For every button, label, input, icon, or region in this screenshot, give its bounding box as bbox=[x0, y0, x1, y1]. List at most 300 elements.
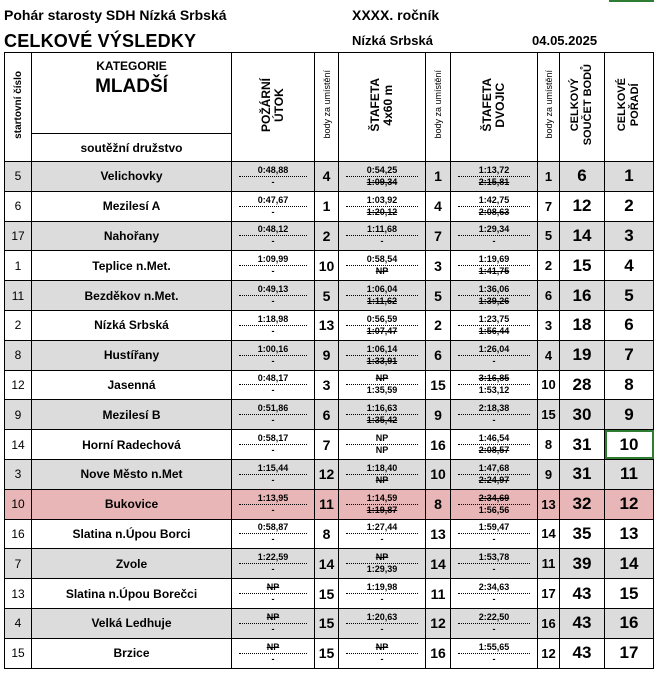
team-name-cell: Horní Radechová bbox=[32, 430, 232, 460]
relay-pairs-points-cell: 12 bbox=[538, 638, 560, 668]
time-attempt-1: 1:42,75 bbox=[458, 195, 530, 207]
time-attempt-2: - bbox=[271, 594, 275, 605]
fire-attack-points-cell: 1 bbox=[315, 191, 339, 221]
time-attempt-1: 3:16,85 bbox=[458, 373, 530, 385]
table-row bbox=[5, 221, 654, 251]
overall-rank-cell: 13 bbox=[605, 519, 654, 549]
fire-attack-cell bbox=[232, 191, 315, 221]
total-points-cell: 14 bbox=[560, 221, 605, 251]
relay-pairs-points-cell: 7 bbox=[538, 191, 560, 221]
relay-pairs-cell bbox=[451, 608, 538, 638]
team-name-cell: Mezilesí A bbox=[32, 191, 232, 221]
time-attempt-2: - bbox=[492, 623, 496, 634]
time-attempt-1: NP bbox=[239, 612, 308, 624]
time-attempt-2: - bbox=[271, 236, 275, 247]
edition-label: XXXX. ročník bbox=[352, 7, 440, 23]
overall-rank-cell: 8 bbox=[605, 370, 654, 400]
time-attempt-1: 1:26,04 bbox=[458, 344, 530, 356]
time-attempt-2: - bbox=[380, 534, 384, 545]
relay-pairs-cell bbox=[451, 281, 538, 311]
table-row bbox=[5, 370, 654, 400]
total-points-cell: 18 bbox=[560, 310, 605, 340]
relay-60-cell bbox=[339, 281, 426, 311]
time-attempt-1: 1:03,92 bbox=[346, 195, 418, 207]
time-attempt-2: - bbox=[271, 623, 275, 634]
time-attempt-2: NP bbox=[375, 266, 389, 277]
category-label: KATEGORIE bbox=[96, 59, 167, 73]
team-name-cell: Mezilesí B bbox=[32, 400, 232, 430]
time-attempt-2: 2:08,57 bbox=[478, 445, 510, 456]
time-attempt-2: - bbox=[380, 653, 384, 664]
time-attempt-2: - bbox=[380, 594, 384, 605]
table-row bbox=[5, 489, 654, 519]
relay-60-header: ŠTAFETA 4x60 m bbox=[339, 53, 426, 162]
total-points-header: CELKOVÝ SOUČET BODŮ bbox=[560, 53, 605, 162]
time-attempt-2: - bbox=[271, 325, 275, 336]
time-attempt-1: 1:36,06 bbox=[458, 284, 530, 296]
relay-60-cell bbox=[339, 162, 426, 192]
overall-rank-cell: 5 bbox=[605, 281, 654, 311]
relay-pairs-cell bbox=[451, 489, 538, 519]
start-number-cell: 10 bbox=[5, 489, 32, 519]
relay-pairs-cell bbox=[451, 430, 538, 460]
fire-attack-points-cell: 9 bbox=[315, 340, 339, 370]
competition-title: Pohár starosty SDH Nízká Srbská bbox=[4, 7, 227, 23]
team-name-cell: Nízká Srbská bbox=[32, 310, 232, 340]
relay-60-cell bbox=[339, 310, 426, 340]
relay-pairs-points-cell: 4 bbox=[538, 340, 560, 370]
start-number-cell: 14 bbox=[5, 430, 32, 460]
start-number-cell: 5 bbox=[5, 162, 32, 192]
table-row bbox=[5, 162, 654, 192]
time-attempt-1: 1:06,14 bbox=[346, 344, 418, 356]
table-row bbox=[5, 549, 654, 579]
place-label: Nízká Srbská bbox=[352, 33, 433, 48]
relay-60-points-cell: 3 bbox=[426, 251, 451, 281]
relay-pairs-cell bbox=[451, 310, 538, 340]
fire-attack-points-cell: 4 bbox=[315, 162, 339, 192]
fire-attack-cell bbox=[232, 608, 315, 638]
time-attempt-1: 1:09,99 bbox=[239, 254, 308, 266]
time-attempt-1: 1:19,69 bbox=[458, 254, 530, 266]
relay-60-points-cell: 16 bbox=[426, 430, 451, 460]
team-name-cell: Zvole bbox=[32, 549, 232, 579]
time-attempt-2: - bbox=[492, 534, 496, 545]
time-attempt-1: 1:55,65 bbox=[458, 642, 530, 654]
fire-attack-cell bbox=[232, 519, 315, 549]
table-row bbox=[5, 281, 654, 311]
team-name-cell: Jasenná bbox=[32, 370, 232, 400]
time-attempt-2: 1:07,47 bbox=[366, 325, 398, 336]
overall-rank-cell: 17 bbox=[605, 638, 654, 668]
fire-attack-cell bbox=[232, 221, 315, 251]
time-attempt-1: 1:46,54 bbox=[458, 433, 530, 445]
time-attempt-2: 1:39,26 bbox=[478, 296, 510, 307]
time-attempt-1: 1:16,63 bbox=[346, 403, 418, 415]
relay-pairs-points-cell: 14 bbox=[538, 519, 560, 549]
relay-pairs-points-cell: 8 bbox=[538, 430, 560, 460]
relay-60-cell bbox=[339, 400, 426, 430]
overall-rank-header: CELKOVÉ POŘADÍ bbox=[605, 53, 654, 162]
relay-pairs-points-cell: 5 bbox=[538, 221, 560, 251]
fire-attack-cell bbox=[232, 400, 315, 430]
relay-60-points-cell: 13 bbox=[426, 519, 451, 549]
table-row bbox=[5, 310, 654, 340]
team-name-cell: Nove Město n.Met bbox=[32, 459, 232, 489]
total-points-cell: 31 bbox=[560, 430, 605, 460]
date-label: 04.05.2025 bbox=[532, 33, 598, 48]
fire-attack-cell bbox=[232, 489, 315, 519]
time-attempt-1: 1:06,04 bbox=[346, 284, 418, 296]
fire-attack-points-cell: 8 bbox=[315, 519, 339, 549]
time-attempt-1: 1:15,44 bbox=[239, 463, 308, 475]
fire-attack-cell bbox=[232, 549, 315, 579]
relay-60-points-cell: 4 bbox=[426, 191, 451, 221]
cell-selection-marker bbox=[609, 0, 654, 2]
overall-rank-cell: 2 bbox=[605, 191, 654, 221]
overall-rank-cell: 4 bbox=[605, 251, 654, 281]
time-attempt-1: 1:29,34 bbox=[458, 224, 530, 236]
time-attempt-2: 1:56,56 bbox=[478, 504, 510, 515]
relay-pairs-cell bbox=[451, 519, 538, 549]
time-attempt-1: 1:11,68 bbox=[346, 224, 418, 236]
time-attempt-2: - bbox=[271, 534, 275, 545]
relay-60-cell bbox=[339, 519, 426, 549]
relay-60-cell bbox=[339, 370, 426, 400]
time-attempt-1: 0:51,86 bbox=[239, 403, 308, 415]
overall-rank-cell: 11 bbox=[605, 459, 654, 489]
relay-60-points-cell: 9 bbox=[426, 400, 451, 430]
time-attempt-2: - bbox=[492, 653, 496, 664]
fire-attack-cell bbox=[232, 310, 315, 340]
time-attempt-2: 1:19,87 bbox=[366, 504, 398, 515]
overall-rank-cell: 3 bbox=[605, 221, 654, 251]
relay-60-cell bbox=[339, 251, 426, 281]
points-header-3: body za umístění bbox=[538, 53, 560, 162]
start-number-cell: 6 bbox=[5, 191, 32, 221]
time-attempt-1: 1:53,78 bbox=[458, 552, 530, 564]
relay-60-cell bbox=[339, 549, 426, 579]
time-attempt-2: - bbox=[271, 474, 275, 485]
relay-pairs-points-cell: 13 bbox=[538, 489, 560, 519]
time-attempt-2: 2:24,97 bbox=[478, 474, 510, 485]
team-name-cell: Velká Ledhuje bbox=[32, 608, 232, 638]
relay-60-points-cell: 14 bbox=[426, 549, 451, 579]
start-number-cell: 11 bbox=[5, 281, 32, 311]
fire-attack-points-cell: 2 bbox=[315, 221, 339, 251]
relay-60-points-cell: 1 bbox=[426, 162, 451, 192]
time-attempt-2: 1:41,75 bbox=[478, 266, 510, 277]
time-attempt-2: - bbox=[271, 176, 275, 187]
relay-60-points-cell: 15 bbox=[426, 370, 451, 400]
relay-60-points-cell: 6 bbox=[426, 340, 451, 370]
relay-pairs-points-cell: 15 bbox=[538, 400, 560, 430]
time-attempt-1: 2:18,38 bbox=[458, 403, 530, 415]
time-attempt-1: 1:47,68 bbox=[458, 463, 530, 475]
header-line-1 bbox=[0, 0, 654, 30]
time-attempt-2: - bbox=[492, 236, 496, 247]
relay-pairs-cell bbox=[451, 251, 538, 281]
overall-rank-cell: 12 bbox=[605, 489, 654, 519]
relay-pairs-points-cell: 10 bbox=[538, 370, 560, 400]
fire-attack-cell bbox=[232, 251, 315, 281]
results-title: CELKOVÉ VÝSLEDKY bbox=[4, 31, 197, 51]
relay-pairs-cell bbox=[451, 400, 538, 430]
time-attempt-2: - bbox=[492, 355, 496, 366]
total-points-cell: 15 bbox=[560, 251, 605, 281]
time-attempt-2: - bbox=[492, 594, 496, 605]
time-attempt-2: 1:20,12 bbox=[366, 206, 398, 217]
time-attempt-1: 1:13,95 bbox=[239, 493, 308, 505]
fire-attack-cell bbox=[232, 459, 315, 489]
relay-60-cell bbox=[339, 459, 426, 489]
fire-attack-cell bbox=[232, 340, 315, 370]
fire-attack-points-cell: 15 bbox=[315, 608, 339, 638]
start-number-cell: 1 bbox=[5, 251, 32, 281]
time-attempt-2: NP bbox=[375, 445, 389, 456]
overall-rank-cell: 14 bbox=[605, 549, 654, 579]
relay-60-cell bbox=[339, 340, 426, 370]
team-name-cell: Teplice n.Met. bbox=[32, 251, 232, 281]
relay-60-cell bbox=[339, 489, 426, 519]
fire-attack-cell bbox=[232, 162, 315, 192]
time-attempt-2: 2:08,63 bbox=[478, 206, 510, 217]
time-attempt-2: 1:33,91 bbox=[366, 355, 398, 366]
team-name-cell: Brzice bbox=[32, 638, 232, 668]
relay-pairs-cell bbox=[451, 459, 538, 489]
time-attempt-1: 0:58,87 bbox=[239, 522, 308, 534]
time-attempt-1: NP bbox=[346, 642, 418, 654]
relay-60-cell bbox=[339, 221, 426, 251]
fire-attack-cell bbox=[232, 370, 315, 400]
time-attempt-2: - bbox=[271, 415, 275, 426]
table-row bbox=[5, 191, 654, 221]
overall-rank-cell[interactable]: 10 bbox=[605, 430, 654, 460]
time-attempt-1: 0:56,59 bbox=[346, 314, 418, 326]
table-row bbox=[5, 340, 654, 370]
points-header-1: body za umístění bbox=[315, 53, 339, 162]
relay-pairs-points-cell: 9 bbox=[538, 459, 560, 489]
relay-60-points-cell: 10 bbox=[426, 459, 451, 489]
relay-pairs-points-cell: 16 bbox=[538, 608, 560, 638]
time-attempt-2: - bbox=[492, 564, 496, 575]
fire-attack-cell bbox=[232, 579, 315, 609]
total-points-cell: 30 bbox=[560, 400, 605, 430]
time-attempt-2: 1:29,39 bbox=[366, 564, 398, 575]
relay-pairs-cell bbox=[451, 191, 538, 221]
time-attempt-1: 0:58,17 bbox=[239, 433, 308, 445]
table-row bbox=[5, 608, 654, 638]
fire-attack-cell bbox=[232, 281, 315, 311]
time-attempt-2: - bbox=[271, 296, 275, 307]
fire-attack-points-cell: 11 bbox=[315, 489, 339, 519]
fire-attack-header: POŽÁRNÍ ÚTOK bbox=[232, 53, 315, 162]
fire-attack-points-cell: 10 bbox=[315, 251, 339, 281]
points-header-2: body za umístění bbox=[426, 53, 451, 162]
start-number-cell: 8 bbox=[5, 340, 32, 370]
start-number-cell: 16 bbox=[5, 519, 32, 549]
time-attempt-1: 1:22,59 bbox=[239, 552, 308, 564]
time-attempt-1: NP bbox=[346, 373, 418, 385]
time-attempt-1: 1:27,44 bbox=[346, 522, 418, 534]
relay-pairs-points-cell: 1 bbox=[538, 162, 560, 192]
relay-60-points-cell: 2 bbox=[426, 310, 451, 340]
relay-pairs-cell bbox=[451, 221, 538, 251]
time-attempt-1: NP bbox=[239, 582, 308, 594]
time-attempt-1: 0:48,17 bbox=[239, 373, 308, 385]
total-points-cell: 19 bbox=[560, 340, 605, 370]
total-points-cell: 16 bbox=[560, 281, 605, 311]
start-number-cell: 7 bbox=[5, 549, 32, 579]
relay-60-points-cell: 7 bbox=[426, 221, 451, 251]
time-attempt-1: 1:18,98 bbox=[239, 314, 308, 326]
fire-attack-points-cell: 14 bbox=[315, 549, 339, 579]
start-number-cell: 12 bbox=[5, 370, 32, 400]
time-attempt-1: 2:22,50 bbox=[458, 612, 530, 624]
start-number-cell: 17 bbox=[5, 221, 32, 251]
time-attempt-2: 1:56,44 bbox=[478, 325, 510, 336]
team-header: soutěžní družstvo bbox=[32, 134, 232, 162]
header-line-2 bbox=[0, 30, 654, 52]
time-attempt-1: NP bbox=[239, 642, 308, 654]
time-attempt-1: 1:19,98 bbox=[346, 582, 418, 594]
overall-rank-cell: 1 bbox=[605, 162, 654, 192]
table-row bbox=[5, 430, 654, 460]
fire-attack-points-cell: 5 bbox=[315, 281, 339, 311]
category-value: MLADŠÍ bbox=[95, 76, 168, 97]
start-number-cell: 9 bbox=[5, 400, 32, 430]
time-attempt-2: - bbox=[271, 266, 275, 277]
relay-pairs-points-cell: 2 bbox=[538, 251, 560, 281]
time-attempt-1: NP bbox=[346, 433, 418, 445]
relay-pairs-points-cell: 17 bbox=[538, 579, 560, 609]
relay-60-cell bbox=[339, 608, 426, 638]
fire-attack-points-cell: 7 bbox=[315, 430, 339, 460]
time-attempt-1: NP bbox=[346, 552, 418, 564]
time-attempt-2: 1:11,62 bbox=[366, 296, 397, 307]
fire-attack-points-cell: 15 bbox=[315, 638, 339, 668]
time-attempt-1: 2:34,69 bbox=[458, 493, 530, 505]
time-attempt-1: 1:14,59 bbox=[346, 493, 418, 505]
time-attempt-1: 0:54,25 bbox=[346, 165, 418, 177]
relay-60-points-cell: 16 bbox=[426, 638, 451, 668]
relay-60-cell bbox=[339, 579, 426, 609]
fire-attack-points-cell: 12 bbox=[315, 459, 339, 489]
relay-pairs-cell bbox=[451, 370, 538, 400]
time-attempt-2: - bbox=[271, 206, 275, 217]
relay-pairs-cell bbox=[451, 162, 538, 192]
start-number-cell: 13 bbox=[5, 579, 32, 609]
time-attempt-2: - bbox=[271, 385, 275, 396]
time-attempt-2: 1:35,42 bbox=[366, 415, 398, 426]
table-row bbox=[5, 400, 654, 430]
time-attempt-1: 1:23,75 bbox=[458, 314, 530, 326]
time-attempt-2: 1:35,59 bbox=[366, 385, 398, 396]
relay-pairs-points-cell: 11 bbox=[538, 549, 560, 579]
time-attempt-1: 2:34,63 bbox=[458, 582, 530, 594]
relay-60-points-cell: 12 bbox=[426, 608, 451, 638]
team-name-cell: Velichovky bbox=[32, 162, 232, 192]
relay-60-points-cell: 8 bbox=[426, 489, 451, 519]
relay-60-cell bbox=[339, 638, 426, 668]
team-name-cell: Bukovice bbox=[32, 489, 232, 519]
time-attempt-2: 1:09,34 bbox=[366, 176, 398, 187]
fire-attack-cell bbox=[232, 638, 315, 668]
relay-60-points-cell: 11 bbox=[426, 579, 451, 609]
start-number-cell: 3 bbox=[5, 459, 32, 489]
time-attempt-1: 0:47,67 bbox=[239, 195, 308, 207]
relay-pairs-cell bbox=[451, 340, 538, 370]
overall-rank-cell: 7 bbox=[605, 340, 654, 370]
results-table bbox=[4, 52, 654, 669]
table-row bbox=[5, 638, 654, 668]
overall-rank-cell: 9 bbox=[605, 400, 654, 430]
relay-pairs-points-cell: 6 bbox=[538, 281, 560, 311]
team-name-cell: Nahořany bbox=[32, 221, 232, 251]
overall-rank-cell: 15 bbox=[605, 579, 654, 609]
team-name-cell: Slatina n.Úpou Borečci bbox=[32, 579, 232, 609]
time-attempt-1: 0:49,13 bbox=[239, 284, 308, 296]
time-attempt-2: - bbox=[380, 236, 384, 247]
team-name-cell: Hustířany bbox=[32, 340, 232, 370]
fire-attack-cell bbox=[232, 430, 315, 460]
time-attempt-1: 1:13,72 bbox=[458, 165, 530, 177]
time-attempt-2: NP bbox=[375, 474, 389, 485]
team-name-cell: Slatina n.Úpou Borci bbox=[32, 519, 232, 549]
time-attempt-2: - bbox=[271, 653, 275, 664]
total-points-cell: 28 bbox=[560, 370, 605, 400]
total-points-cell: 32 bbox=[560, 489, 605, 519]
overall-rank-cell: 16 bbox=[605, 608, 654, 638]
overall-rank-cell: 6 bbox=[605, 310, 654, 340]
time-attempt-2: 1:53,12 bbox=[478, 385, 510, 396]
total-points-cell: 43 bbox=[560, 579, 605, 609]
relay-pairs-header: ŠTAFETA DVOJIC bbox=[451, 53, 538, 162]
category-header bbox=[32, 53, 232, 134]
start-number-cell: 2 bbox=[5, 310, 32, 340]
time-attempt-2: 2:15,81 bbox=[478, 176, 510, 187]
total-points-cell: 35 bbox=[560, 519, 605, 549]
time-attempt-2: - bbox=[271, 355, 275, 366]
time-attempt-2: - bbox=[380, 623, 384, 634]
total-points-cell: 43 bbox=[560, 638, 605, 668]
time-attempt-1: 1:00,16 bbox=[239, 344, 308, 356]
time-attempt-1: 0:48,88 bbox=[239, 165, 308, 177]
fire-attack-points-cell: 15 bbox=[315, 579, 339, 609]
table-row bbox=[5, 519, 654, 549]
team-name-cell: Bezděkov n.Met. bbox=[32, 281, 232, 311]
start-number-header: startovní číslo bbox=[5, 53, 32, 162]
total-points-cell: 43 bbox=[560, 608, 605, 638]
start-number-cell: 4 bbox=[5, 608, 32, 638]
time-attempt-1: 1:59,47 bbox=[458, 522, 530, 534]
relay-60-cell bbox=[339, 191, 426, 221]
total-points-cell: 12 bbox=[560, 191, 605, 221]
time-attempt-1: 1:20,63 bbox=[346, 612, 418, 624]
time-attempt-2: - bbox=[271, 504, 275, 515]
relay-pairs-cell bbox=[451, 638, 538, 668]
relay-60-cell bbox=[339, 430, 426, 460]
total-points-cell: 6 bbox=[560, 162, 605, 192]
total-points-cell: 31 bbox=[560, 459, 605, 489]
time-attempt-1: 0:58,54 bbox=[346, 254, 418, 266]
fire-attack-points-cell: 3 bbox=[315, 370, 339, 400]
fire-attack-points-cell: 13 bbox=[315, 310, 339, 340]
time-attempt-1: 0:48,12 bbox=[239, 224, 308, 236]
total-points-cell: 39 bbox=[560, 549, 605, 579]
relay-pairs-cell bbox=[451, 579, 538, 609]
table-row bbox=[5, 579, 654, 609]
